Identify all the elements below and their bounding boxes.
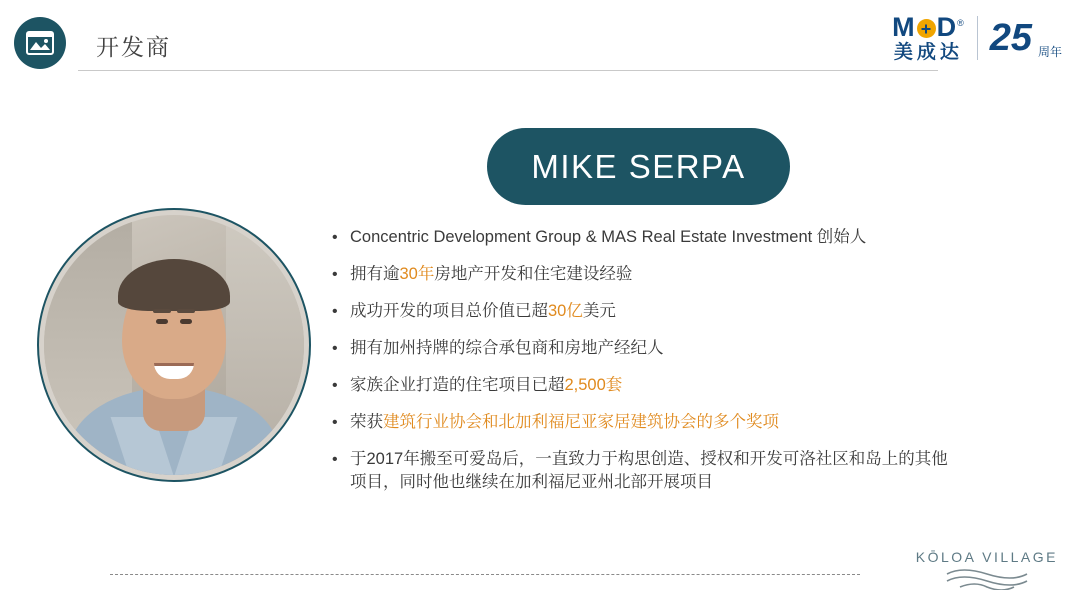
list-item [332,374,1032,398]
bio-bullet-list [332,226,1032,508]
waves-icon [916,568,1058,595]
anniversary-years: 25 [989,17,1032,59]
bullet-marker: • [332,229,338,246]
anniversary-label: 周年 [1037,45,1062,59]
logo-divider [977,16,978,60]
bullet-text [350,300,1032,324]
portrait-brow-right [177,309,195,313]
bullet-text [350,337,1032,361]
bullet-marker: • [332,302,338,320]
list-item [332,411,1032,435]
brand-logo-cn: 美成达 [893,42,963,63]
bullet-marker: • [332,413,338,431]
bullet-marker: • [332,450,338,468]
footer-divider [110,574,860,575]
bullet-text [350,448,950,496]
list-item [332,300,1032,324]
image-frame-icon [14,17,66,69]
highlighted-text: 建筑行业协会和北加利福尼亚家居建筑协会的多个奖项 [383,412,779,431]
bullet-text [350,411,1032,435]
highlighted-text: 2,500套 [564,375,623,394]
list-item [332,226,1032,250]
registered-mark: ® [957,18,965,28]
plain-text: 房地产开发和住宅建设经验 [434,264,633,283]
portrait-photo [44,215,304,475]
highlighted-text: 30年 [399,264,435,283]
plain-text: 拥有加州持牌的综合承包商和房地产经纪人 [350,338,664,357]
brand-logo [892,10,1062,66]
bullet-marker: • [332,376,338,394]
list-item [332,263,1032,287]
portrait-brow-left [153,309,171,313]
bullet-marker: • [332,265,338,283]
list-item [332,337,1032,361]
plain-text: 美元 [582,301,616,320]
brand-logo-mark [892,14,965,62]
bullet-text [350,226,1032,250]
bullet-text [350,374,1032,398]
plain-text: 于2017年搬至可爱岛后，一直致力于构思创造、授权和开发可洛社区和岛上的其他项目，同时他也继续在加利福尼亚州北部开展项目 [350,449,948,492]
header-divider [78,70,938,71]
plain-text: 荣获 [350,412,383,431]
avatar [37,208,311,482]
koloa-village-name: KŌLOA VILLAGE [915,549,1058,565]
sun-icon [917,19,936,38]
page-title: 开发商 [96,34,171,60]
plain-text: 拥有逾 [350,264,400,283]
slide-header [0,0,1080,82]
plain-text: Concentric Development Group & MAS Real Estate Investment 创始人 [350,228,867,246]
bullet-text [350,263,1032,287]
koloa-village-logo [916,549,1058,595]
plain-text: 家族企业打造的住宅项目已超 [350,375,565,394]
person-name: MIKE SERPA [531,147,746,185]
person-name-badge [487,128,790,205]
bullet-marker: • [332,339,338,357]
portrait-hair [118,259,230,311]
portrait-eye-right [180,319,192,324]
list-item [332,448,1032,496]
portrait-eye-left [156,319,168,324]
plain-text: 成功开发的项目总价值已超 [350,301,548,320]
highlighted-text: 30亿 [548,301,583,320]
brand-logo-latin: M D® [892,12,965,42]
